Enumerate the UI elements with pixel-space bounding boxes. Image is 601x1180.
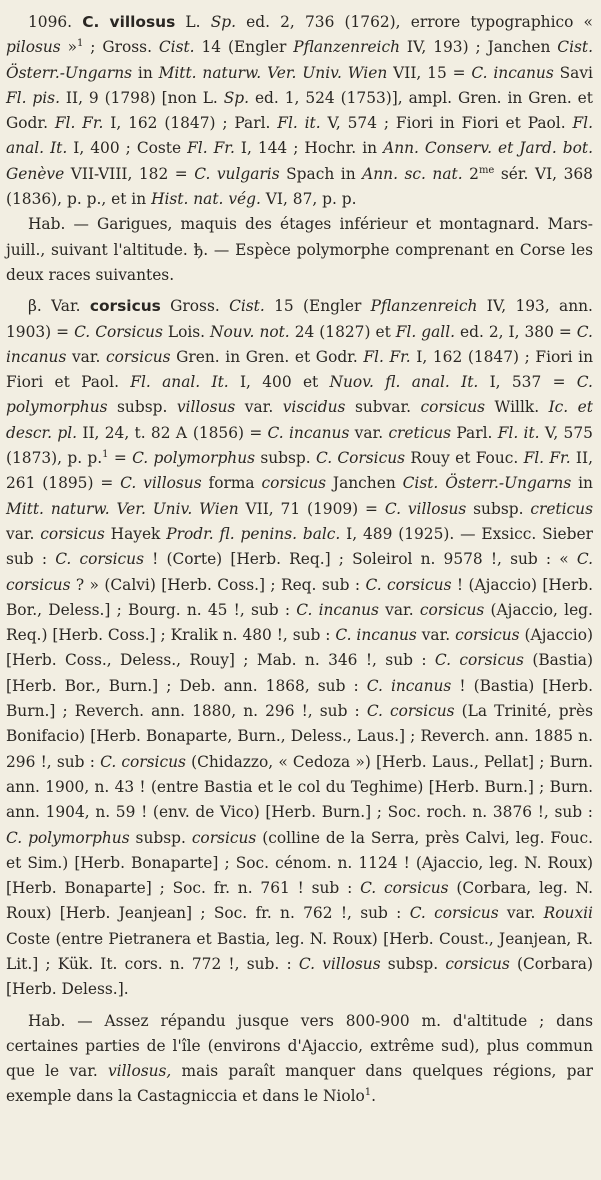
variety-letter: β.	[28, 297, 42, 316]
t: ed. 2, I, 380 =	[460, 322, 572, 341]
ref-text: ed. 2, 736 (1762), errore typographico «	[246, 13, 593, 31]
ref-text: Spach in	[286, 164, 356, 183]
t: var.	[421, 626, 451, 645]
author: L.	[185, 13, 201, 31]
i: Ic. et descr. pl.	[6, 398, 593, 442]
t: I, 162 (1847) ; Fiori in Fiori et Paol.	[6, 347, 593, 392]
ref: Fl. anal. It.	[6, 114, 593, 158]
t: ! (Ajaccio) [Herb. Bor., Deless.] ; Bourg. n. 45 !, sub :	[6, 575, 593, 619]
i: C. corsicus	[434, 651, 524, 670]
ref: pilosus	[6, 38, 61, 57]
t: (Corbara) [Herb. Deless.].	[6, 954, 593, 999]
i: Pflanzenreich	[370, 297, 478, 316]
i: corsicus	[191, 828, 257, 847]
hab-label: Hab.	[28, 215, 66, 234]
t: Janchen	[332, 474, 396, 493]
hab-text: — Assez répandu jusque vers 800-900 m. d'altitude ; dans certaines parties de l'île (environs d'Ajaccio, extrême sud), plus commun que le var.	[6, 1011, 593, 1081]
ref-text: V, 574 ; Fiori in Fiori et Paol.	[327, 114, 566, 133]
i: C. Corsicus	[74, 322, 163, 341]
i: creticus	[388, 423, 452, 442]
ref-text: IV, 193) ; Janchen	[406, 38, 551, 57]
ref-text: Savi	[559, 63, 593, 82]
ref: Mitt. naturw. Ver. Univ. Wien	[158, 63, 388, 82]
i: Cist.	[229, 297, 265, 316]
i: Fl. Fr.	[363, 347, 411, 366]
ref: Hist. nat. vég.	[151, 190, 261, 209]
species-entry	[6, 10, 593, 212]
i: Fl. Fr.	[523, 449, 571, 468]
t: var.	[71, 347, 101, 366]
i: corsicus	[420, 398, 486, 417]
i: corsicus	[40, 524, 105, 543]
t: Gren. in Gren. et Godr.	[176, 347, 358, 366]
t: subvar.	[354, 398, 412, 417]
i: corsicus	[419, 600, 485, 619]
t: (1856) =	[192, 423, 263, 442]
habitat-variety-paragraph	[6, 1009, 593, 1110]
ref: Fl. Fr.	[187, 139, 235, 158]
t: var.	[244, 398, 274, 417]
i: C. corsicus	[365, 575, 452, 594]
species-name: villosus	[109, 13, 176, 31]
ref-text: II, 9 (1798) [non L.	[65, 88, 218, 107]
t: subsp.	[387, 954, 439, 973]
t: V, 575 (1873), p. p.	[6, 423, 593, 468]
hab-text: .	[371, 1087, 377, 1106]
i: Fl. gall.	[395, 322, 456, 341]
ref: Sp.	[210, 13, 236, 31]
i: corsicus	[455, 626, 520, 645]
t: var.	[6, 524, 35, 543]
t: subsp.	[260, 449, 311, 468]
ref: Pflanzenreich	[293, 38, 401, 57]
i: C. corsicus	[360, 879, 449, 898]
i: C. polymorphus	[132, 449, 256, 468]
variety-name: corsicus	[89, 297, 161, 316]
footnote-mark: 1	[102, 448, 109, 460]
t: (colline de la Serra, près Calvi, leg. Fouc. et Sim.) [Herb. Bonaparte] ; Soc. cénom. n. 1124 ! (Ajaccio, leg. N. Roux) [Herb. Bonaparte] ; Soc. fr. n. 761 ! sub :	[6, 828, 593, 898]
t: Willk.	[494, 398, 540, 417]
footnote-mark: 1	[364, 1087, 372, 1099]
i: Prodr. fl. penins. balc.	[166, 524, 341, 543]
t: in	[578, 474, 593, 493]
i: Fl. it.	[497, 423, 540, 442]
t: ! (Bastia) [Herb. Burn.] ; Reverch. ann. 1880, n. 296 !, sub :	[6, 676, 593, 721]
ref: Cist. Österr.-Ungarns	[6, 38, 593, 82]
t: IV, 193, ann. 1903) =	[6, 297, 593, 341]
i: villosus	[176, 398, 236, 417]
t: =	[113, 449, 127, 468]
ref-text: VII, 15 =	[393, 63, 466, 82]
variety-paragraph	[6, 294, 593, 1002]
i: Rouxii	[543, 904, 593, 923]
ref: Cist.	[158, 38, 195, 57]
hab-text: mais paraît manquer dans quelques régions, par exemple dans la Castagniccia et dans le Niolo	[6, 1062, 593, 1106]
t: (Bastia) [Herb. Bor., Burn.] ; Deb. ann. 1868, sub :	[6, 651, 593, 695]
t: I, 537 =	[489, 373, 566, 392]
t: VII, 71 (1909) =	[245, 499, 378, 518]
t: Hayek	[110, 524, 161, 543]
ref-text: VI, 87, p. p.	[265, 190, 357, 209]
life-form-symbol: ђ.	[193, 240, 209, 259]
ref-text: I, 400 ; Coste	[73, 139, 182, 158]
i: C. corsicus	[6, 550, 593, 594]
ref: C. vulgaris	[194, 164, 280, 183]
i: C. incanus	[366, 676, 452, 695]
i: C. incanus	[335, 626, 417, 645]
t: Coste (entre Pietranera et Bastia, leg. N. Roux) [Herb. Coust., Jeanjean, R. Lit.] ; Kük. It. cors. n. 772 !, sub. :	[6, 929, 593, 973]
t: 24 (1827) et	[294, 322, 391, 341]
ref: Ann. sc. nat.	[362, 164, 463, 183]
ref: Fl. it.	[277, 114, 321, 133]
i: corsicus	[445, 954, 510, 973]
ref: C. incanus	[471, 63, 554, 82]
i: corsicus	[261, 474, 327, 493]
entry-number: 1096.	[28, 13, 73, 31]
t: Lois.	[167, 322, 206, 341]
ref: Fl. Fr.	[54, 114, 104, 133]
t: forma	[208, 474, 255, 493]
t: (Ajaccio) [Herb. Coss., Deless., Rouy] ; Mab. n. 346 !, sub :	[6, 626, 593, 670]
t: Rouy et Fouc.	[410, 449, 519, 468]
i: C. corsicus	[409, 904, 499, 923]
ref-text: ed. 1, 524 (1753)], ampl. Gren. in Gren. et Godr.	[6, 88, 593, 133]
hab-text: — Espèce polymorphe comprenant en Corse les deux races suivantes.	[6, 240, 594, 284]
t: subsp.	[117, 398, 168, 417]
t: (La Trinité, près Bonifacio) [Herb. Bonaparte, Burn., Deless., Laus.] ; Reverch. ann. 1885 n. 296 !, sub :	[6, 702, 593, 771]
i: C. corsicus	[55, 550, 144, 569]
i: C. incanus	[6, 322, 593, 366]
variety-label: Var.	[51, 297, 81, 316]
i: Mitt. naturw. Ver. Univ. Wien	[6, 499, 239, 518]
i: C. villosus	[384, 499, 467, 518]
t: (Chidazzo, « Cedoza ») [Herb. Laus., Pellat] ; Burn. ann. 1900, n. 43 ! (entre Bastia et le col du Teghime) [Herb. Burn.] ; Burn. ann. 1904, n. 59 ! (env. de Vico) [Herb. Burn.] ; Soc. roch. n. 3876 !, sub :	[6, 752, 593, 822]
i: Nuov. fl. anal. It.	[329, 373, 479, 392]
t: var.	[354, 423, 384, 442]
ref-text: 14 (Engler	[201, 38, 287, 57]
ref-text: sér. VI, 368 (1836), p. p., et in	[6, 164, 593, 209]
ref-text: I, 162 (1847) ; Parl.	[110, 114, 271, 133]
ref-text: »	[67, 38, 77, 57]
ref-text: ; Gross.	[90, 38, 152, 57]
t: ! (Corte) [Herb. Req.] ; Soleirol n. 9578 !, sub : «	[152, 550, 569, 569]
i: corsicus	[106, 347, 171, 366]
i: C. incanus	[267, 423, 350, 442]
hab-label: Hab.	[28, 1011, 66, 1030]
i: C. villosus	[298, 954, 381, 973]
i: villosus,	[107, 1062, 172, 1081]
t: II, 261 (1895) =	[6, 449, 593, 493]
t: A	[175, 423, 188, 442]
i: Fl. anal. It.	[130, 373, 229, 392]
t: 15 (Engler	[274, 297, 362, 316]
i: C. polymorphus	[6, 828, 130, 847]
i: C. Corsicus	[315, 449, 406, 468]
i: C. polymorphus	[6, 373, 593, 417]
t: II, 24, t. 82	[82, 423, 171, 442]
ref: Ann. Conserv. et Jard. bot. Genève	[6, 139, 593, 183]
ref-text: in	[137, 63, 153, 82]
i: Cist. Österr.-Ungarns	[402, 474, 572, 493]
i: C. villosus	[120, 474, 202, 493]
t: var.	[385, 600, 414, 619]
superscript: me	[478, 164, 495, 176]
t: (Corbara, leg. N. Roux) [Herb. Jeanjean] ; Soc. fr. n. 762 !, sub :	[6, 879, 593, 923]
t: Parl.	[456, 423, 493, 442]
ref-text: 2	[469, 164, 479, 183]
t: ? » (Calvi) [Herb. Coss.] ; Req. sub :	[75, 575, 361, 594]
t: I, 400 et	[239, 373, 319, 392]
i: C. corsicus	[100, 752, 186, 771]
t: var.	[506, 904, 536, 923]
i: viscidus	[282, 398, 346, 417]
habitat-paragraph	[6, 212, 593, 288]
footnote-mark: 1	[77, 38, 84, 50]
t: (Ajaccio, leg. Req.) [Herb. Coss.] ; Kralik n. 480 !, sub :	[6, 600, 593, 645]
i: C. incanus	[296, 600, 379, 619]
t: Gross.	[170, 297, 220, 316]
ref-text: I, 144 ; Hochr. in	[240, 139, 378, 158]
i: creticus	[530, 499, 593, 518]
t: I, 489 (1925). — Exsicc. Sieber sub :	[6, 524, 593, 569]
t: subsp.	[135, 828, 186, 847]
ref-text: VII-VIII, 182 =	[70, 164, 188, 183]
t: subsp.	[473, 499, 524, 518]
ref: Sp.	[223, 88, 250, 107]
ref: Fl. pis.	[6, 88, 60, 107]
genus-abbr: C.	[82, 13, 100, 31]
i: Nouv. not.	[210, 322, 290, 341]
i: C. corsicus	[366, 702, 455, 721]
hab-text: — Garigues, maquis des étages inférieur et montagnard. Mars-juill., suivant l'altitude.	[6, 215, 593, 259]
